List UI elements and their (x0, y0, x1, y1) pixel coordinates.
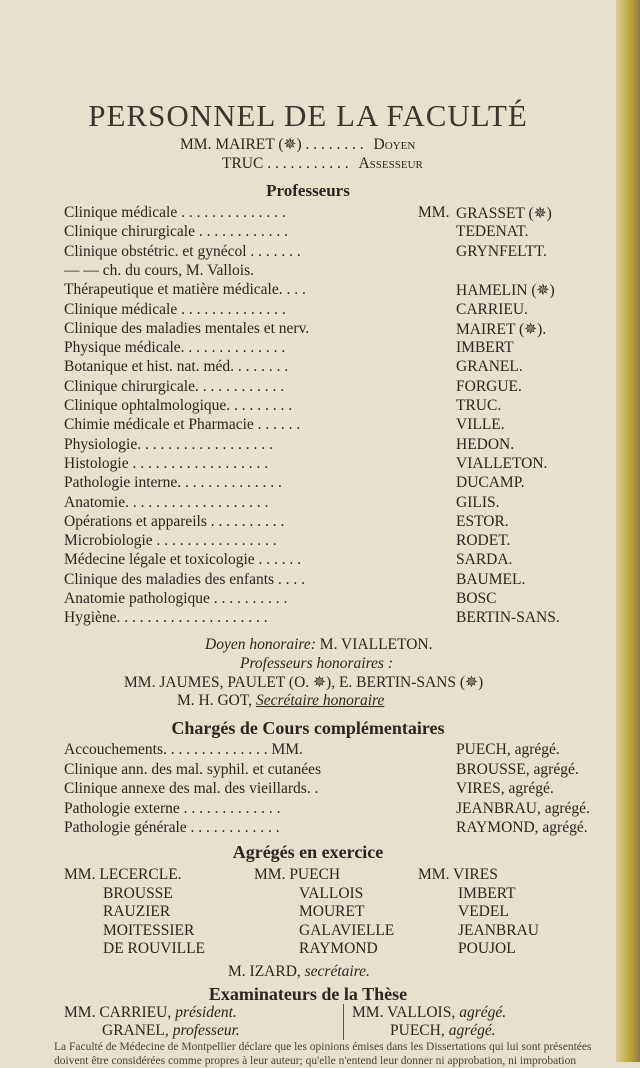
professor-chair: Clinique médicale . . . . . . . . . . . . . . (64, 300, 286, 318)
professor-name: TRUC. (456, 397, 502, 414)
professor-name: BOSC (456, 590, 497, 607)
complementary-name: JEANBRAU, agrégé. (456, 799, 590, 817)
professor-name: DUCAMP. (456, 474, 525, 492)
agrege-name: GALAVIELLE (299, 921, 395, 939)
professor-chair: Botanique et hist. nat. méd. . . . . . . . (64, 358, 289, 376)
professor-name: HAMELIN (✵) (456, 282, 555, 300)
examiner-name: GRANEL, (102, 1022, 169, 1039)
agrege-name: RAYMOND (299, 940, 378, 957)
professor-name: ESTOR. (456, 512, 509, 530)
honorary-prof-label: Professeurs honoraires : (240, 655, 393, 672)
examiner-role: agrégé. (448, 1022, 496, 1039)
professor-chair: Pathologie interne. . . . . . . . . . . . . . (64, 474, 282, 492)
dean-name: MAIRET (✵) (215, 136, 302, 153)
page-title: PERSONNEL DE LA FACULTÉ (88, 98, 528, 133)
honorary-dean-label: Doyen honoraire: (205, 636, 316, 653)
examiner-role: professeur. (172, 1022, 240, 1039)
examiners-heading: Examinateurs de la Thèse (208, 984, 408, 1004)
complementary-course: Clinique annexe des mal. des vieillards. . (64, 780, 319, 797)
honorary-dean-line (205, 636, 432, 654)
professor-chair: Clinique médicale . . . . . . . . . . . . . . (64, 204, 286, 221)
examiner-right (352, 1004, 506, 1022)
examiner-role: agrégé. (459, 1004, 507, 1021)
professor-chair: Clinique des maladies mentales et nerv. (64, 319, 310, 337)
professor-chair: Opérations et appareils . . . . . . . . . . (64, 512, 285, 530)
professor-name: IMBERT (456, 339, 514, 357)
complementary-name: RAYMOND, agrégé. (456, 819, 588, 836)
assessor-name: TRUC (222, 155, 264, 172)
honorary-prof-names: MM. JAUMES, PAULET (O. ✵), E. BERTIN-SANS (✵) (124, 674, 484, 691)
professor-name: CARRIEU. (456, 300, 528, 318)
honorary-dean-name: M. VIALLETON. (319, 636, 433, 653)
professor-name: SARDA. (456, 551, 513, 569)
professor-chair: Clinique obstétric. et gynécol . . . . . . . (64, 242, 301, 260)
examiner-left (102, 1022, 240, 1040)
agrege-name: VALLOIS (299, 884, 364, 902)
professor-chair: Anatomie pathologique . . . . . . . . . . (64, 590, 288, 607)
assessor-dots: . . . . . . . . . . . (267, 155, 349, 172)
professor-chair: Clinique des maladies des enfants . . . . (64, 570, 306, 588)
page-edge (616, 0, 640, 1062)
agrege-name: DE ROUVILLE (103, 940, 206, 957)
professor-name: MAIRET (✵). (456, 320, 547, 338)
dean-line (180, 135, 415, 154)
agrege-name: IMBERT (458, 884, 516, 902)
agrege-name: BROUSSE (103, 884, 173, 902)
examiners-divider (343, 1004, 344, 1040)
professors-mm: MM. (418, 204, 450, 221)
professor-name: GRYNFELTT. (456, 242, 547, 260)
professor-name: VIALLETON. (456, 454, 548, 472)
professor-name: FORGUE. (456, 377, 522, 395)
professors-heading: Professeurs (266, 181, 350, 200)
professor-name: VILLE. (456, 416, 505, 434)
examiner-name: PUECH, (390, 1022, 445, 1039)
professor-name: GRANEL. (456, 358, 523, 376)
disclaimer-notice: La Faculté de Médecine de Montpellier déclare que les opinions émises dans les Dissertations qui lui sont présentées doivent être considérées comme propres à leur auteur; qu'elle n'entend leur donner ni approbation, ni improbation (54, 1041, 592, 1067)
dean-dots: . . . . . . . . (305, 136, 364, 153)
examiner-role: président. (175, 1004, 237, 1021)
agreges-secretary-line (228, 963, 370, 981)
complementary-heading: Chargés de Cours complémentaires (171, 718, 445, 738)
agrege-name: RAUZIER (103, 903, 171, 920)
agreges-secretary-name: M. IZARD, (228, 963, 301, 980)
professor-chair: — — ch. du cours, M. Vallois. (64, 261, 255, 279)
professor-chair: Anatomie. . . . . . . . . . . . . . . . . . . (64, 493, 269, 511)
honorary-secretary-line (177, 692, 384, 710)
complementary-course: Accouchements. . . . . . . . . . . . . . MM. (64, 741, 303, 758)
examiner-name: MM. VALLOIS, (352, 1004, 456, 1021)
professor-chair: Microbiologie . . . . . . . . . . . . . . . . (64, 532, 277, 550)
professor-name: GILIS. (456, 493, 500, 511)
complementary-name: PUECH, agrégé. (456, 741, 560, 758)
agrege-name: MM. LECERCLE. (64, 866, 182, 883)
agreges-heading: Agrégés en exercice (232, 842, 384, 862)
complementary-course: Pathologie externe . . . . . . . . . . . . . (64, 799, 281, 817)
professor-name: HEDON. (456, 435, 515, 453)
agrege-name: MOURET (299, 903, 365, 920)
professor-chair: Physique médicale. . . . . . . . . . . . . . (64, 339, 286, 357)
agrege-name: POUJOL (458, 940, 516, 957)
professor-name: BERTIN-SANS. (456, 609, 560, 627)
agrege-name: MOITESSIER (103, 921, 195, 939)
complementary-name: VIRES, agrégé. (456, 780, 554, 797)
agrege-name: MM. VIRES (418, 866, 498, 883)
complementary-name: BROUSSE, agrégé. (456, 760, 579, 778)
assessor-line (222, 155, 423, 173)
assessor-role: Assesseur (358, 155, 423, 172)
professor-chair: Physiologie. . . . . . . . . . . . . . . . . . (64, 435, 273, 453)
agrege-name: VEDEL (458, 903, 509, 920)
professor-name: RODET. (456, 532, 511, 550)
agreges-secretary-label: secrétaire. (304, 963, 370, 980)
dean-prefix: MM. (180, 136, 212, 153)
professor-chair: Hygiène. . . . . . . . . . . . . . . . . . . . (64, 609, 268, 627)
professor-chair: Thérapeutique et matière médicale. . . . (64, 281, 306, 299)
professor-chair: Médecine légale et toxicologie . . . . . . (64, 551, 302, 569)
professor-chair: Chimie médicale et Pharmacie . . . . . . (64, 416, 301, 434)
honorary-secretary-label: Secrétaire honoraire (255, 692, 385, 709)
dean-role: Doyen (373, 136, 416, 153)
professor-chair: Clinique ophtalmologique. . . . . . . . . (64, 397, 293, 414)
professor-name: TEDENAT. (456, 223, 529, 241)
complementary-course: Pathologie générale . . . . . . . . . . . . (64, 819, 280, 836)
complementary-course: Clinique ann. des mal. syphil. et cutanées (64, 760, 321, 778)
professor-chair: Clinique chirurgicale. . . . . . . . . . . . (64, 377, 285, 395)
examiner-name: MM. CARRIEU, (64, 1004, 172, 1021)
agrege-name: JEANBRAU (458, 921, 539, 939)
honorary-secretary-name: M. H. GOT, (177, 692, 253, 709)
professor-chair: Histologie . . . . . . . . . . . . . . . . . . (64, 454, 269, 472)
professor-name: GRASSET (✵) (456, 205, 552, 222)
examiner-left (64, 1004, 237, 1022)
professor-chair: Clinique chirurgicale . . . . . . . . . . . . (64, 223, 288, 241)
professor-name: BAUMEL. (456, 570, 526, 588)
agrege-name: MM. PUECH (254, 866, 341, 883)
examiner-right (390, 1022, 496, 1040)
